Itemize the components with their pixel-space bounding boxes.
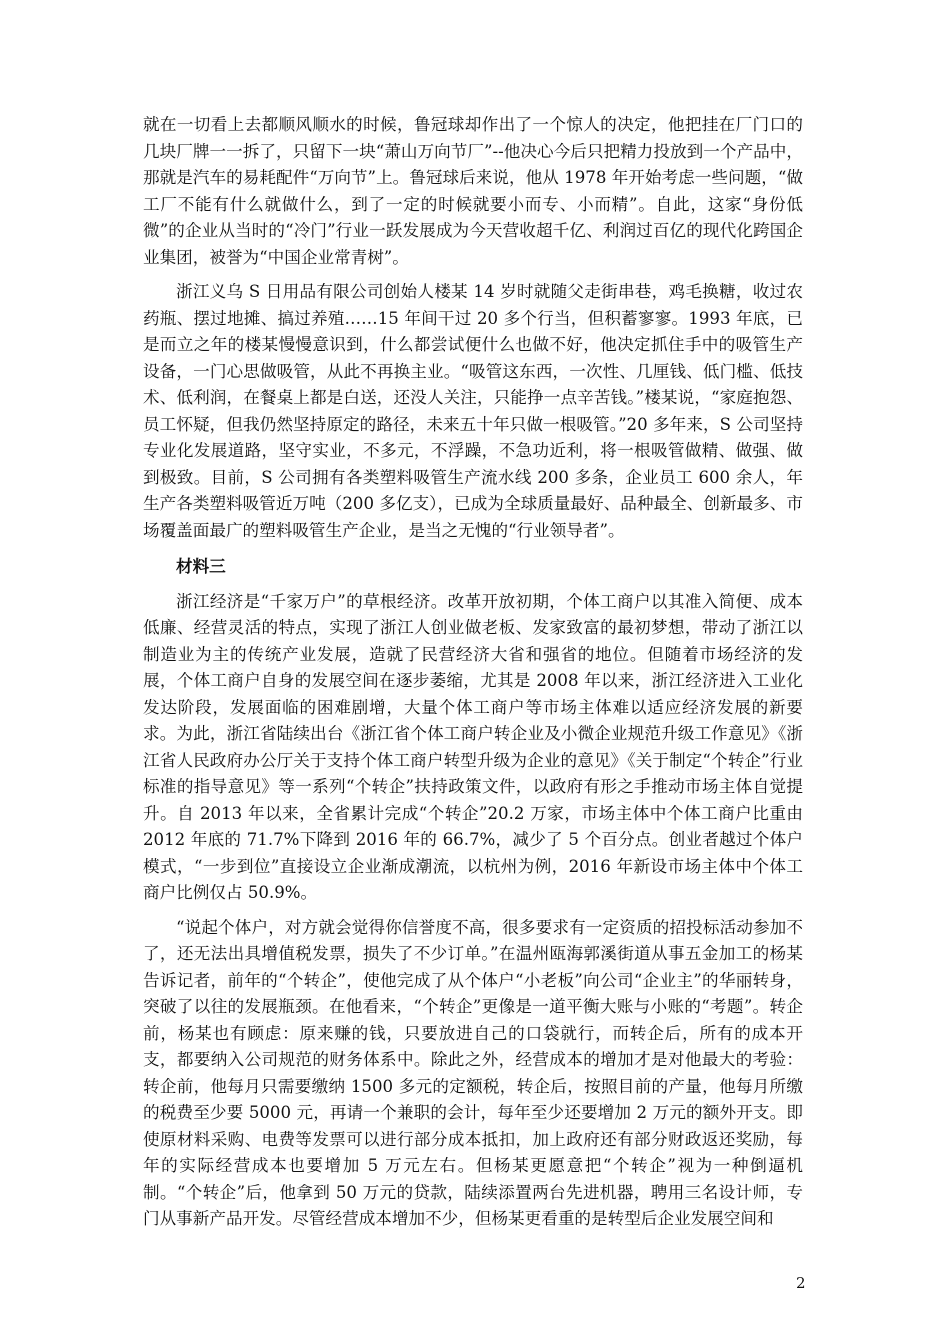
document-body xyxy=(143,112,803,1233)
page-number: 2 xyxy=(796,1274,806,1292)
paragraph-yang-interview: “说起个体户，对方就会觉得你信誉度不高，很多要求有一定资质的招投标活动参加不了，还无法出具增值税发票，损失了不少订单。”在温州瓯海郭溪街道从事五金加工的杨某告诉记者，前年的“个转企”，使他完成了从个体户“小老板”向公司“企业主”的华丽转身，突破了以往的发展瓶颈。在他看来，“个转企”更像是一道平衡大账与小账的“考题”。转企前，杨某也有顾虑：原来赚的钱，只要放进自己的口袋就行，而转企后，所有的成本开支，都要纳入公司规范的财务体系中。除此之外，经营成本的增加才是对他最大的考验：转企前，他每月只需要缴纳 1500 多元的定额税，转企后，按照目前的产量，他每月所缴的税费至少要 5000 元，再请一个兼职的会计，每年至少还要增加 2 万元的额外开支。即使原材料采购、电费等发票可以进行部分成本抵扣，加上政府还有部分财政返还奖励，每年的实际经营成本也要增加 5 万元左右。但杨某更愿意把“个转企”视为一种倒逼机制。“个转企”后，他拿到 50 万元的贷款，陆续添置两台先进机器，聘用三名设计师，专门从事新产品开发。尽管经营成本增加不少，但杨某更看重的是转型后企业发展空间和 xyxy=(143,917,803,1228)
section-heading-material-three: 材料三 xyxy=(176,557,226,576)
paragraph-straw-company: 浙江义乌 S 日用品有限公司创始人楼某 14 岁时就随父走街串巷，鸡毛换糖，收过农药瓶、摆过地摊、搞过养殖……15 年间干过 20 多个行当，但积蓄寥寥。1993 年底，已是而立之年的楼某慢慢意识到，什么都尝试便什么也做不好，他决定抓住手中的吸管生产设备，一门心思做吸管，从此不再换主业。“吸管这东西，一次性、几厘钱、低门槛、低技术、低利润，在餐桌上都是白送，还没人关注，只能挣一点辛苦钱。”楼某说，“家庭抱怨、员工怀疑，但我仍然坚持原定的路径，未来五十年只做一根吸管。”20 多年来，S 公司坚持专业化发展道路，坚守实业，不多元，不浮躁，不急功近利，将一根吸管做精、做强、做到极致。目前，S 公司拥有各类塑料吸管生产流水线 200 多条，企业员工 600 余人，年生产各类塑料吸管近万吨（200 多亿支），已成为全球质量最好、品种最全、创新最多、市场覆盖面最广的塑料吸管生产企业，是当之无愧的“行业领导者”。 xyxy=(143,282,803,540)
paragraph-zhejiang-economy: 浙江经济是“千家万户”的草根经济。改革开放初期，个体工商户以其准入简便、成本低廉、经营灵活的特点，实现了浙江人创业做老板、发家致富的最初梦想，带动了浙江以制造业为主的传统产业发展，造就了民营经济大省和强省的地位。但随着市场经济的发展，个体工商户自身的发展空间在逐步萎缩，尤其是 2008 年以来，浙江经济进入工业化发达阶段，发展面临的困难剧增，大量个体工商户等市场主体难以适应经济发展的新要求。为此，浙江省陆续出台《浙江省个体工商户转企业及小微企业规范升级工作意见》《浙江省人民政府办公厅关于支持个体工商户转型升级为企业的意见》《关于制定“个转企”行业标准的指导意见》等一系列“个转企”扶持政策文件，以政府有形之手推动市场主体自觉提升。自 2013 年以来，全省累计完成“个转企”20.2 万家，市场主体中个体工商户比重由 2012 年底的 71.7%下降到 2016 年的 66.7%，减少了 5 个百分点。创业者越过个体户模式，“一步到位”直接设立企业渐成潮流，以杭州为例，2016 年新设市场主体中个体工商户比例仅占 50.9%。 xyxy=(143,591,803,902)
paragraph-wanxiang: 就在一切看上去都顺风顺水的时候，鲁冠球却作出了一个惊人的决定，他把挂在厂门口的几块厂牌一一拆了，只留下一块“萧山万向节厂”--他决心今后只把精力投放到一个产品中，那就是汽车的易耗配件“万向节”上。鲁冠球后来说，他从 1978 年开始考虑一些问题，“做工厂不能有什么就做什么，到了一定的时候就要小而专、小而精”。自此，这家“身份低微”的企业从当时的“冷门”行业一跃发展成为今天营收超千亿、利润过百亿的现代化跨国企业集团，被誉为“中国企业常青树”。 xyxy=(143,115,803,267)
